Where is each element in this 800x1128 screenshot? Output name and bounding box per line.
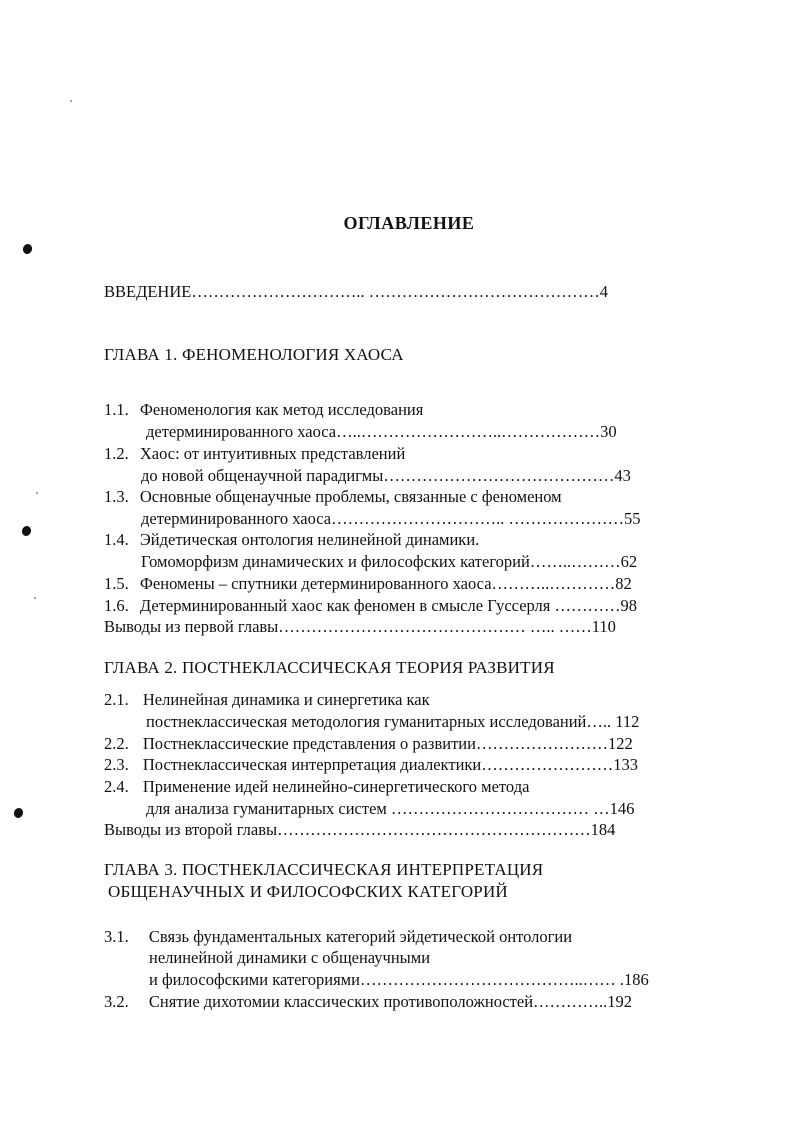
- margin-dot: [21, 525, 33, 537]
- toc-entry-2-1-cont: постнеклассическая методология гуманитарных исследований….. 112: [146, 712, 640, 731]
- entry-number: 1.5.: [104, 574, 129, 593]
- entry-title: Основные общенаучные проблемы, связанные с феноменом: [139, 487, 562, 506]
- entry-title: Феномены – спутники детерминированного хаоса………..…………82: [139, 574, 632, 593]
- margin-dot: [13, 807, 25, 819]
- entry-title: Эйдетическая онтология нелинейной динамики.: [139, 530, 480, 549]
- toc-entry-1-5: [104, 574, 632, 594]
- entry-title: Постнеклассическая интерпретация диалектики……………………133: [142, 755, 638, 774]
- toc-entry-1-4-cont: Гомоморфизм динамических и философских категорий……..………62: [141, 552, 638, 571]
- entry-title: Хаос: от интуитивных представлений: [139, 444, 406, 463]
- toc-entry-2-4-cont: для анализа гуманитарных систем ……………………………… …146: [146, 799, 635, 818]
- entry-title: Постнеклассические представления о развитии……………………122: [142, 734, 633, 753]
- toc-entry-3-2: [104, 992, 632, 1012]
- entry-title: Снятие дихотомии классических противоположностей…………..192: [148, 992, 633, 1011]
- toc-entry-1-2-cont: до новой общенаучной парадигмы……………………………………43: [141, 466, 631, 485]
- entry-title: Нелинейная динамика и синергетика как: [142, 690, 430, 709]
- toc-entry-2-2: [104, 734, 633, 754]
- toc-entry-3-1-cont: нелинейной динамики с общенаучными: [149, 948, 431, 967]
- chapter2-heading: ГЛАВА 2. ПОСТНЕКЛАССИЧЕСКАЯ ТЕОРИЯ РАЗВИТИЯ: [104, 658, 555, 677]
- toc-entry-1-3: [104, 487, 562, 507]
- toc-intro: ВВЕДЕНИЕ………………………….. ……………………………………4: [104, 282, 608, 301]
- entry-number: 3.1.: [104, 927, 129, 946]
- entry-number: 1.4.: [104, 530, 129, 549]
- entry-number: 1.3.: [104, 487, 129, 506]
- toc-entry-1-1: [104, 400, 423, 420]
- toc-entry-1-6: [104, 596, 637, 616]
- entry-number: 2.1.: [104, 690, 129, 709]
- toc-entry-3-1: [104, 927, 572, 947]
- entry-number: 2.4.: [104, 777, 129, 796]
- page-title: ОГЛАВЛЕНИЕ: [343, 213, 475, 233]
- entry-number: 3.2.: [104, 992, 129, 1011]
- toc-entry-3-1-cont2: и философскими категориями…………………………………..…… .186: [149, 970, 649, 989]
- entry-number: 1.2.: [104, 444, 129, 463]
- toc-entry-1-3-cont: детерминированного хаоса………………………….. …………………55: [141, 509, 641, 528]
- toc-chapter1-conclusion: Выводы из первой главы……………………………………… ….. ……110: [104, 617, 616, 636]
- toc-entry-1-4: [104, 530, 479, 550]
- entry-number: 2.3.: [104, 755, 129, 774]
- entry-title: Детерминированный хаос как феномен в смысле Гуссерля …………98: [139, 596, 638, 615]
- toc-entry-2-3: [104, 755, 638, 775]
- toc-entry-2-1: [104, 690, 430, 710]
- scan-speck: [36, 492, 38, 494]
- toc-chapter2-conclusion: Выводы из второй главы…………………………………………………184: [104, 820, 616, 839]
- toc-entry-1-1-cont: детерминированного хаоса…..……………………..………………30: [146, 422, 617, 441]
- entry-number: 2.2.: [104, 734, 129, 753]
- chapter3-heading-cont: ОБЩЕНАУЧНЫХ И ФИЛОСОФСКИХ КАТЕГОРИЙ: [108, 882, 508, 901]
- entry-title: Связь фундаментальных категорий эйдетической онтологии: [148, 927, 573, 946]
- toc-entry-1-2: [104, 444, 405, 464]
- entry-title: Применение идей нелинейно-синергетического метода: [142, 777, 530, 796]
- margin-dot: [22, 243, 34, 255]
- scan-speck: [70, 100, 72, 102]
- entry-number: 1.1.: [104, 400, 129, 419]
- scan-speck: [34, 597, 36, 599]
- entry-title: Феноменология как метод исследования: [139, 400, 424, 419]
- toc-entry-2-4: [104, 777, 529, 797]
- chapter3-heading: ГЛАВА 3. ПОСТНЕКЛАССИЧЕСКАЯ ИНТЕРПРЕТАЦИЯ: [104, 860, 544, 879]
- chapter1-heading: ГЛАВА 1. ФЕНОМЕНОЛОГИЯ ХАОСА: [104, 345, 404, 364]
- entry-number: 1.6.: [104, 596, 129, 615]
